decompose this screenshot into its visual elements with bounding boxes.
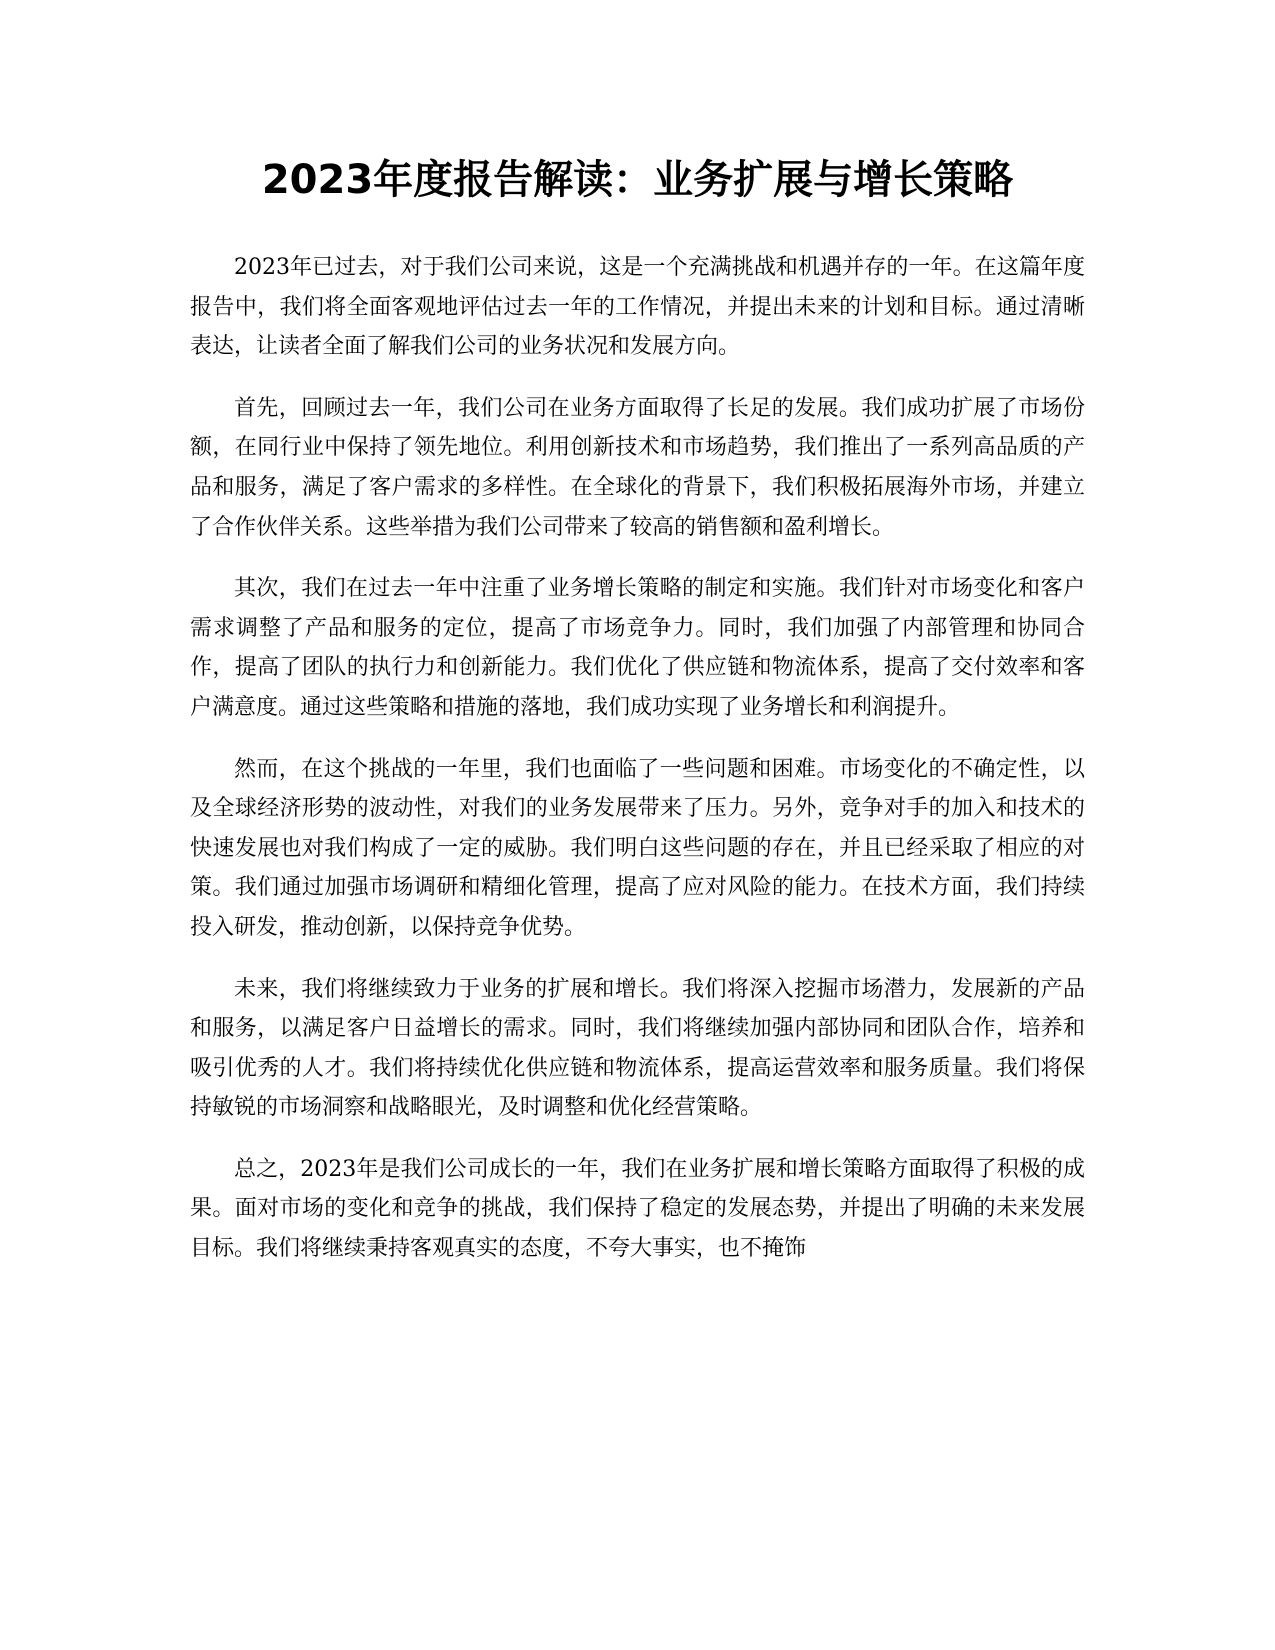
paragraph-future: 未来，我们将继续致力于业务的扩展和增长。我们将深入挖掘市场潜力，发展新的产品和服务，以满足客户日益增长的需求。同时，我们将继续加强内部协同和团队合作，培养和吸引优秀的人才。我们将持续优化供应链和物流体系，提高运营效率和服务质量。我们将保持敏锐的市场洞察和战略眼光，及时调整和优化经营策略。 bbox=[190, 976, 1085, 1121]
paragraph-challenges: 然而，在这个挑战的一年里，我们也面临了一些问题和困难。市场变化的不确定性，以及全球经济形势的波动性，对我们的业务发展带来了压力。另外，竞争对手的加入和技术的快速发展也对我们构成了一定的威胁。我们明白这些问题的存在，并且已经采取了相应的对策。我们通过加强市场调研和精细化管理，提高了应对风险的能力。在技术方面，我们持续投入研发，推动创新，以保持竞争优势。 bbox=[190, 756, 1085, 940]
paragraph-conclusion: 总之，2023年是我们公司成长的一年，我们在业务扩展和增长策略方面取得了积极的成果。面对市场的变化和竞争的挑战，我们保持了稳定的发展态势，并提出了明确的未来发展目标。我们将继续秉持客观真实的态度，不夸大事实，也不掩饰 bbox=[190, 1156, 1085, 1262]
document-title: 2023年度报告解读：业务扩展与增长策略 bbox=[261, 157, 1014, 203]
paragraph-intro: 2023年已过去，对于我们公司来说，这是一个充满挑战和机遇并存的一年。在这篇年度报告中，我们将全面客观地评估过去一年的工作情况，并提出未来的计划和目标。通过清晰表达，让读者全面了解我们公司的业务状况和发展方向。 bbox=[190, 255, 1085, 360]
paragraph-strategy: 其次，我们在过去一年中注重了业务增长策略的制定和实施。我们针对市场变化和客户需求调整了产品和服务的定位，提高了市场竞争力。同时，我们加强了内部管理和协同合作，提高了团队的执行力和创新能力。我们优化了供应链和物流体系，提高了交付效率和客户满意度。通过这些策略和措施的落地，我们成功实现了业务增长和利润提升。 bbox=[190, 576, 1085, 720]
paragraph-review: 首先，回顾过去一年，我们公司在业务方面取得了长足的发展。我们成功扩展了市场份额，在同行业中保持了领先地位。利用创新技术和市场趋势，我们推出了一系列高品质的产品和服务，满足了客户需求的多样性。在全球化的背景下，我们积极拓展海外市场，并建立了合作伙伴关系。这些举措为我们公司带来了较高的销售额和盈利增长。 bbox=[190, 395, 1085, 540]
